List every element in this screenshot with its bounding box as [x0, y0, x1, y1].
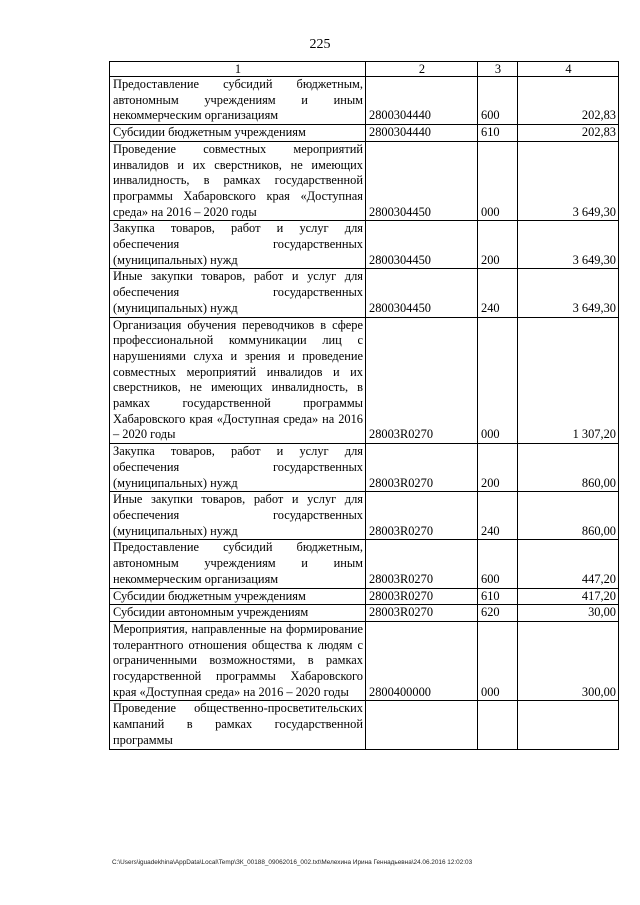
- row-type-cell: 200: [478, 221, 518, 269]
- row-name-cell: Предоставление субсидий бюджетным, автономным учреждениям и иным некоммерческим организациям: [110, 540, 366, 588]
- row-name-cell: Субсидии автономным учреждениям: [110, 605, 366, 622]
- row-sum-cell: 300,00: [518, 621, 619, 701]
- row-name-cell: Закупка товаров, работ и услуг для обеспечения государственных (муниципальных) нужд: [110, 221, 366, 269]
- row-code-cell: 28003R0270: [366, 540, 478, 588]
- table-header-row: [110, 62, 619, 77]
- row-type-cell: 600: [478, 540, 518, 588]
- row-name-cell: Закупка товаров, работ и услуг для обеспечения государственных (муниципальных) нужд: [110, 444, 366, 492]
- row-name-cell: Проведение совместных мероприятий инвалидов и их сверстников, не имеющих инвалидность, в рамках государственной программы Хабаровского края «Доступная среда» на 2016 – 2020 годы: [110, 141, 366, 221]
- row-sum-cell: 3 649,30: [518, 269, 619, 317]
- table-row: [110, 701, 619, 749]
- row-sum-cell: 3 649,30: [518, 221, 619, 269]
- row-code-cell: 28003R0270: [366, 444, 478, 492]
- row-type-cell: 610: [478, 125, 518, 142]
- table-row: [110, 492, 619, 540]
- row-sum-cell: 860,00: [518, 492, 619, 540]
- table-row: [110, 621, 619, 701]
- row-code-cell: 2800400000: [366, 621, 478, 701]
- row-type-cell: 200: [478, 444, 518, 492]
- row-sum-cell: 417,20: [518, 588, 619, 605]
- row-type-cell: [478, 701, 518, 749]
- budget-table: [109, 61, 619, 750]
- header-col-type: 3: [478, 62, 518, 77]
- row-type-cell: 000: [478, 317, 518, 444]
- row-name-cell: Иные закупки товаров, работ и услуг для обеспечения государственных (муниципальных) нужд: [110, 492, 366, 540]
- row-sum-cell: 447,20: [518, 540, 619, 588]
- table-row: [110, 221, 619, 269]
- row-name-cell: Проведение общественно-просветительских кампаний в рамках государственной программы: [110, 701, 366, 749]
- row-type-cell: 600: [478, 77, 518, 125]
- row-code-cell: 2800304440: [366, 125, 478, 142]
- table-row: [110, 605, 619, 622]
- table-row: [110, 588, 619, 605]
- row-code-cell: 28003R0270: [366, 492, 478, 540]
- footer-file-path: C:\Users\iguadekhina\AppData\Local\Temp\ЗК_00188_09062016_002.txt\Мелехина Ирина Геннадьевна\24.06.2016 12:02:03: [112, 859, 473, 866]
- row-code-cell: 2800304440: [366, 77, 478, 125]
- row-name-cell: Иные закупки товаров, работ и услуг для обеспечения государственных (муниципальных) нужд: [110, 269, 366, 317]
- header-col-sum: 4: [518, 62, 619, 77]
- row-sum-cell: 202,83: [518, 77, 619, 125]
- row-code-cell: 28003R0270: [366, 317, 478, 444]
- row-code-cell: 2800304450: [366, 141, 478, 221]
- page-number: 225: [309, 37, 331, 52]
- table-row: [110, 317, 619, 444]
- table-row: [110, 77, 619, 125]
- row-name-cell: Мероприятия, направленные на формирование толерантного отношения общества к людям с ограниченными возможностями, в рамках государственной программы Хабаровского края «Доступная среда» на 2016 – 2020 годы: [110, 621, 366, 701]
- table-row: [110, 141, 619, 221]
- row-sum-cell: 3 649,30: [518, 141, 619, 221]
- table-row: [110, 540, 619, 588]
- row-sum-cell: 30,00: [518, 605, 619, 622]
- row-code-cell: 2800304450: [366, 269, 478, 317]
- table-row: [110, 269, 619, 317]
- row-sum-cell: 1 307,20: [518, 317, 619, 444]
- row-type-cell: 000: [478, 141, 518, 221]
- row-code-cell: 28003R0270: [366, 605, 478, 622]
- row-type-cell: 000: [478, 621, 518, 701]
- row-type-cell: 620: [478, 605, 518, 622]
- row-code-cell: [366, 701, 478, 749]
- header-col-code: 2: [366, 62, 478, 77]
- row-name-cell: Предоставление субсидий бюджетным, автономным учреждениям и иным некоммерческим организациям: [110, 77, 366, 125]
- row-type-cell: 240: [478, 492, 518, 540]
- row-sum-cell: 860,00: [518, 444, 619, 492]
- header-col-name: 1: [110, 62, 366, 77]
- row-code-cell: 28003R0270: [366, 588, 478, 605]
- row-name-cell: Субсидии бюджетным учреждениям: [110, 588, 366, 605]
- table-row: [110, 444, 619, 492]
- row-name-cell: Субсидии бюджетным учреждениям: [110, 125, 366, 142]
- table-row: [110, 125, 619, 142]
- row-sum-cell: 202,83: [518, 125, 619, 142]
- row-sum-cell: [518, 701, 619, 749]
- row-type-cell: 610: [478, 588, 518, 605]
- row-code-cell: 2800304450: [366, 221, 478, 269]
- row-name-cell: Организация обучения переводчиков в сфере профессиональной коммуникации лиц с нарушениями слуха и зрения и проведение совместных мероприятий инвалидов и их сверстников, не имеющих инвалидность, в рамках государственной программы Хабаровского края «Доступная среда» на 2016 – 2020 годы: [110, 317, 366, 444]
- row-type-cell: 240: [478, 269, 518, 317]
